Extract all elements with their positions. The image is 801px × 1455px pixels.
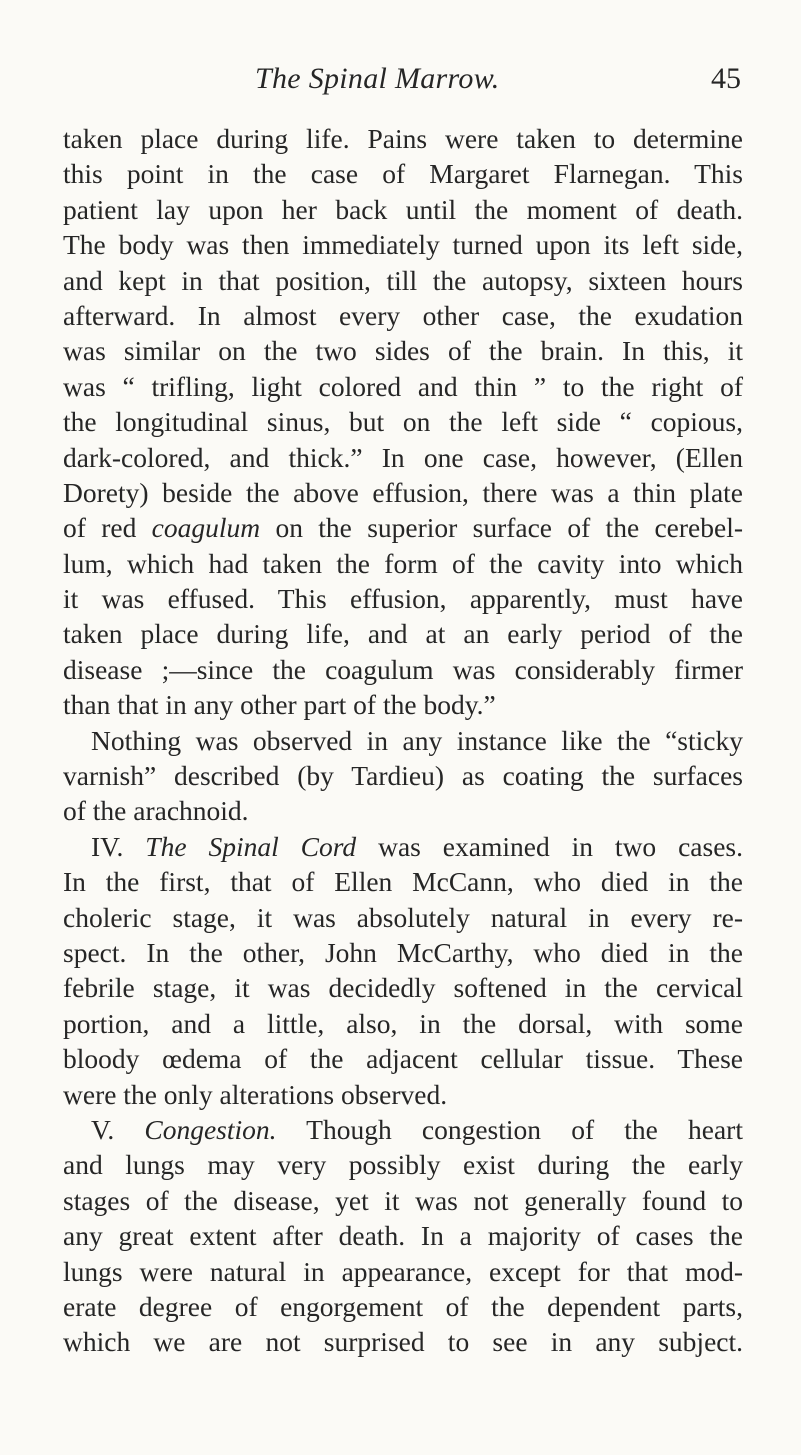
text-line: The body was then immediately turned upon its left side, [63,229,743,261]
text-line: and kept in that position, till the autopsy, sixteen hours [63,264,743,296]
text-line: Nothing was observed in any instance like the “sticky [91,724,743,756]
text-line: which we are not surprised to see in any subject. [63,1326,743,1358]
text-line: any great extent after death. In a majority of cases the [63,1220,743,1252]
text-line: of the arachnoid. [63,795,249,827]
text-line: bloody œdema of the adjacent cellular tissue. These [63,1043,743,1075]
text-line [63,1112,743,1147]
text-line [63,829,743,864]
running-head [0,62,801,102]
text-line: it was effused. This effusion, apparently, must have [63,583,743,615]
page-number: 45 [711,62,741,95]
section-number: IV. [91,830,146,862]
text-segment: on the superior surface of the cerebel- [260,512,743,544]
text-line: lungs were natural in appearance, except for that mod- [63,1255,743,1287]
text-line: lum, which had taken the form of the cavity into which [63,547,743,579]
section-heading-spinal-cord: The Spinal Cord [145,830,357,862]
text-line: erate degree of engorgement of the dependent parts, [63,1290,743,1322]
text-line: febrile stage, it was decidedly softened in the cervical [63,972,743,1004]
text-line [63,510,743,545]
text-segment: Though congestion of the heart [276,1113,743,1145]
text-line: In the first, that of Ellen McCann, who died in the [63,866,743,898]
running-title: The Spinal Marrow. [255,62,500,95]
text-line: this point in the case of Margaret Flarnegan. This [63,158,743,190]
text-line: patient lay upon her back until the moment of death. [63,193,743,225]
text-line: was similar on the two sides of the brain. In this, it [63,335,743,367]
text-line: than that in any other part of the body.” [63,689,496,721]
text-line: were the only alterations observed. [63,1078,448,1110]
text-line: taken place during life, and at an early period of the [63,618,743,650]
text-line: disease ;—since the coagulum was considerably firmer [63,653,743,685]
text-line: afterward. In almost every other case, the exudation [63,299,743,331]
text-line: taken place during life. Pains were taken to determine [63,123,743,154]
text-line: Dorety) beside the above effusion, there was a thin plate [63,476,743,508]
text-line: choleric stage, it was absolutely natural in every re- [63,901,743,933]
text-segment: was examined in two cases. [356,830,743,862]
text-line: was “ trifling, light colored and thin ” to the right of [63,370,743,402]
text-line: stages of the disease, yet it was not generally found to [63,1184,743,1216]
text-line: spect. In the other, John McCarthy, who died in the [63,936,743,968]
text-line: varnish” described (by Tardieu) as coating the surfaces [63,760,743,792]
text-line: and lungs may very possibly exist during the early [63,1149,743,1181]
text-line: the longitudinal sinus, but on the left side “ copious, [63,406,743,438]
section-number: V. [91,1113,145,1145]
body-text [63,121,743,1360]
section-heading-congestion: Congestion. [144,1113,277,1145]
text-line: portion, and a little, also, in the dorsal, with some [63,1007,743,1039]
italic-term-coagulum: coagulum [151,512,261,544]
text-segment: of red [63,512,152,544]
text-line: dark-colored, and thick.” In one case, however, (Ellen [63,441,743,473]
